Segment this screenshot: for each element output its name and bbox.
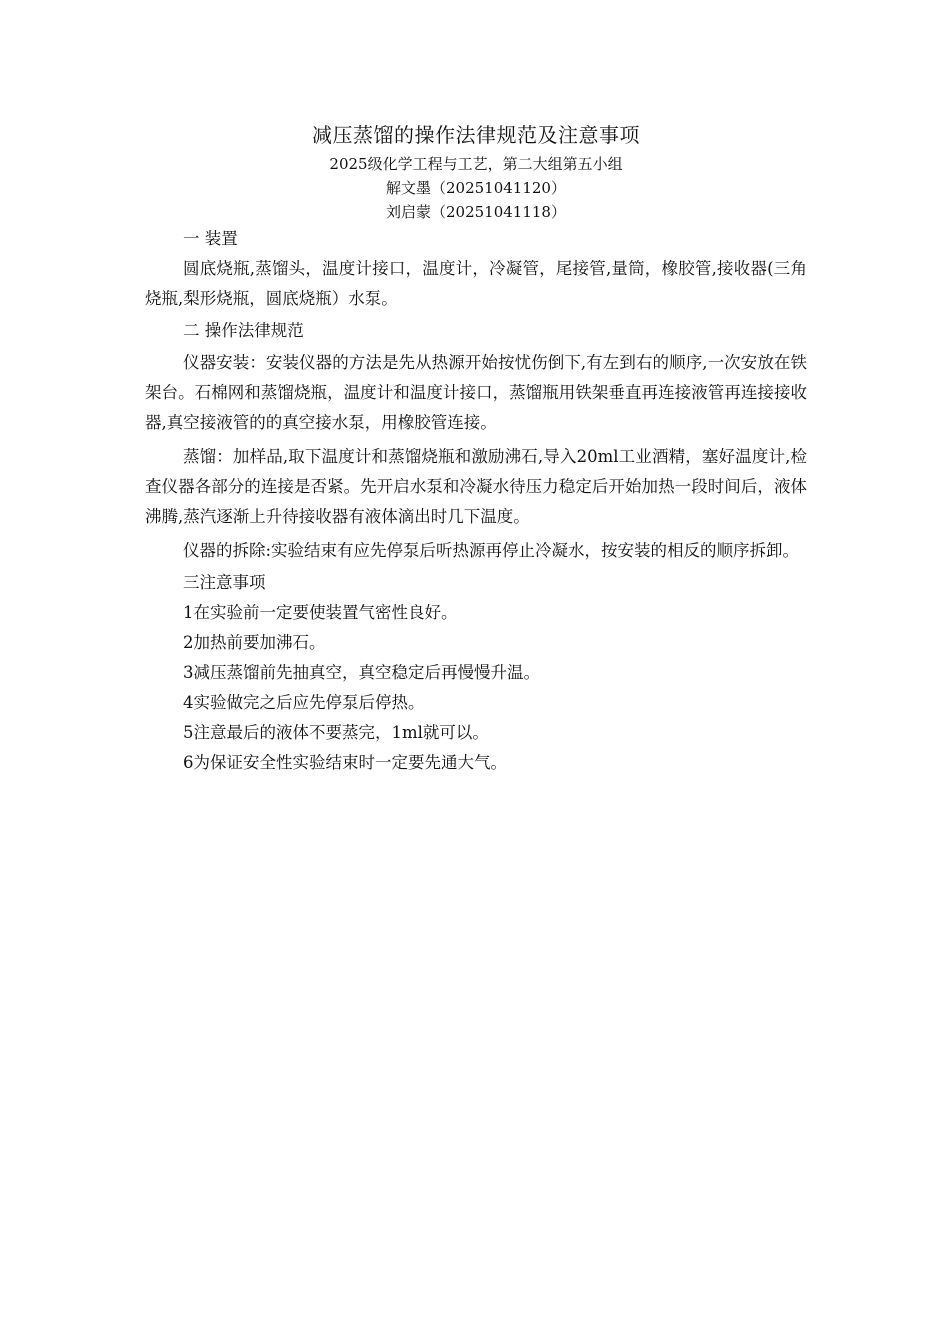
section-2-heading: 二 操作法律规范 [183,321,304,340]
class-group-line: 2025级化学工程与工艺，第二大组第五小组 [329,155,623,173]
distill-paragraph: 蒸馏：加样品,取下温度计和蒸馏烧瓶和激励沸石,导入20ml工业酒精，塞好温度计,检查仪器各部分的连接是否紧。先开启水泵和冷凝水待压力稳定后开始加热一段时间后，液体沸腾,蒸汽逐渐上升待接收器有液体滴出时几下温度。 [145,447,807,526]
note-item: 2加热前要加沸石。 [183,633,326,652]
note-item: 4实验做完之后应先停泵后停热。 [183,693,425,712]
section-3-heading: 三注意事项 [183,573,266,592]
dismantle-paragraph: 仪器的拆除:实验结束有应先停泵后听热源再停止冷凝水，按安装的相反的顺序拆卸。 [183,541,800,560]
install-paragraph: 仪器安装：安装仪器的方法是先从热源开始按忧伤倒下,有左到右的顺序,一次安放在铁架台。石棉网和蒸馏烧瓶，温度计和温度计接口，蒸馏瓶用铁架垂直再连接液管再连接接收器,真空接液管的的真空接水泵，用橡胶管连接。 [145,353,807,432]
author-line-2: 刘启蒙（20251041118） [386,203,566,221]
section-1-body: 圆底烧瓶,蒸馏头，温度计接口，温度计，冷凝管，尾接管,量筒，橡胶管,接收器(三角烧瓶,梨形烧瓶，圆底烧瓶）水泵。 [145,259,807,308]
note-item: 6为保证安全性实验结束时一定要先通大气。 [183,753,507,772]
section-1-heading: 一 装置 [183,229,238,248]
document-page [145,118,807,778]
note-item: 3减压蒸馏前先抽真空，真空稳定后再慢慢升温。 [183,663,540,682]
author-line-1: 解文墨（20251041120） [386,179,566,197]
document-title: 减压蒸馏的操作法律规范及注意事项 [312,123,640,147]
note-item: 1在实验前一定要使装置气密性良好。 [183,603,458,622]
note-item: 5注意最后的液体不要蒸完，1ml就可以。 [183,723,489,742]
